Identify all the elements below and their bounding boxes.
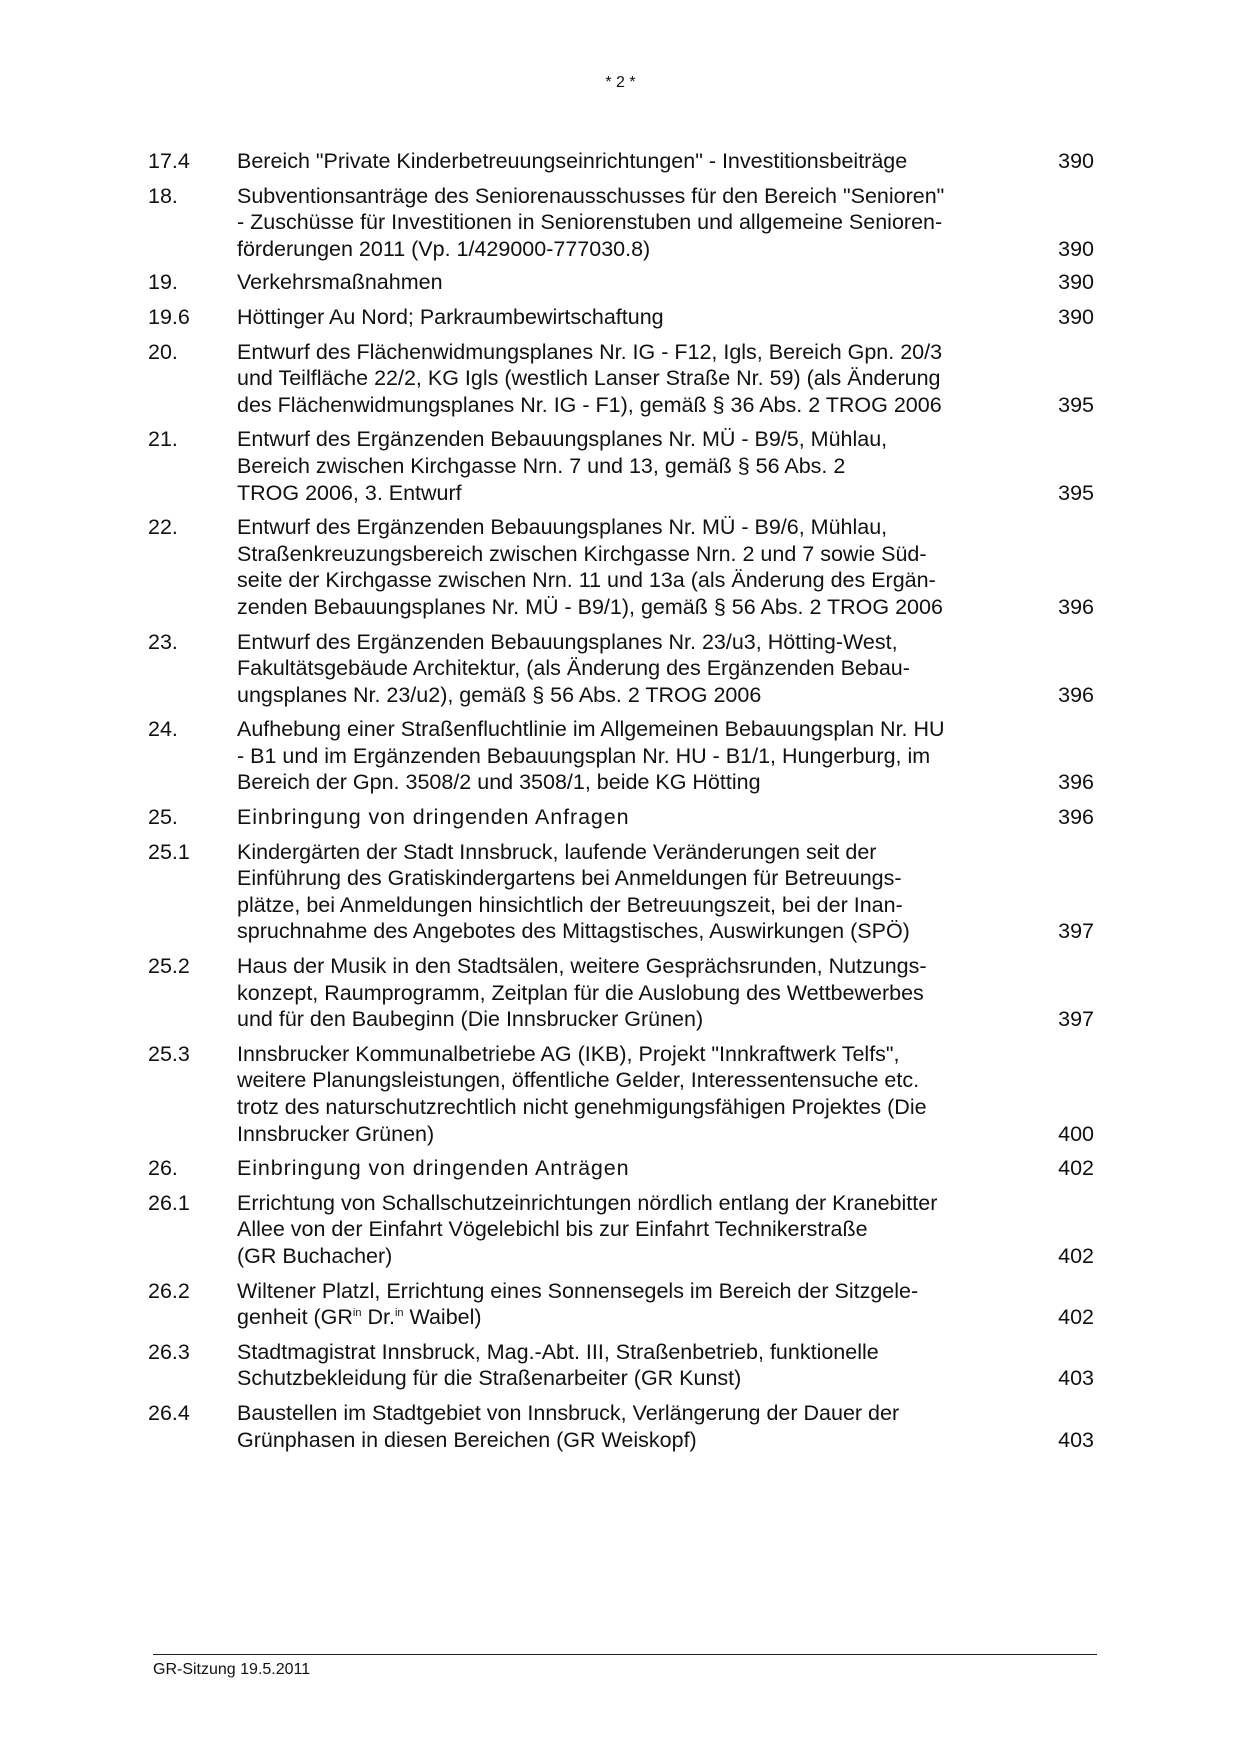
toc-entry-23 (148, 629, 1096, 709)
toc-entry-25 (148, 804, 1096, 831)
toc-entry-17-4 (148, 148, 1096, 175)
entry-number: 26. (148, 1156, 178, 1181)
entry-number: 25.1 (148, 839, 190, 864)
entry-page: 390 (1058, 236, 1094, 261)
entry-title-line: - B1 und im Ergänzenden Bebauungsplan Nr. HU - B1/1, Hungerburg, im (237, 743, 931, 768)
entry-page: 403 (1058, 1427, 1094, 1452)
page-number: * 2 * (605, 74, 636, 91)
entry-number: 19.6 (148, 304, 190, 329)
entry-number: 25.2 (148, 954, 190, 979)
toc-entry-19 (148, 269, 1096, 296)
entry-title-line: - Zuschüsse für Investitionen in Seniorenstuben und allgemeine Senioren- (237, 210, 943, 235)
toc-entry-21 (148, 426, 1096, 506)
toc-entry-26 (148, 1155, 1096, 1182)
toc-entry-26-3 (148, 1339, 1096, 1392)
footer-divider (153, 1654, 1097, 1655)
entry-page: 402 (1058, 1305, 1094, 1330)
toc-entry-24 (148, 716, 1096, 796)
entry-title-line: (GR Buchacher) (237, 1243, 393, 1268)
entry-page: 400 (1058, 1121, 1094, 1146)
entry-title-line: Grünphasen in diesen Bereichen (GR Weiskopf) (237, 1427, 697, 1452)
entry-number: 26.1 (148, 1190, 190, 1215)
entry-title (237, 426, 997, 506)
table-of-contents (148, 148, 1096, 1453)
entry-title-line: Schutzbekleidung für die Straßenarbeiter (GR Kunst) (237, 1366, 742, 1391)
entry-title (237, 1278, 997, 1331)
toc-entry-25-1 (148, 839, 1096, 945)
entry-number: 17.4 (148, 149, 190, 173)
entry-page: 396 (1058, 594, 1094, 619)
entry-title-line: Wiltener Platzl, Errichtung eines Sonnensegels im Bereich der Sitzgele- (237, 1278, 919, 1303)
toc-entry-26-4 (148, 1400, 1096, 1453)
entry-number: 24. (148, 717, 178, 742)
entry-page: 397 (1058, 1007, 1094, 1032)
entry-title-line: trotz des naturschutzrechtlich nicht genehmigungsfähigen Projektes (Die (237, 1095, 927, 1119)
entry-title (237, 1400, 997, 1453)
toc-entry-22 (148, 514, 1096, 620)
toc-entry-25-2 (148, 953, 1096, 1033)
entry-title: Bereich "Private Kinderbetreuungseinrichtungen" - Investitionsbeiträge (237, 149, 908, 173)
entry-title (237, 1041, 997, 1147)
entry-title (237, 839, 997, 945)
title-fragment: Waibel) (403, 1305, 482, 1330)
entry-number: 23. (148, 629, 178, 654)
entry-title (237, 716, 997, 796)
entry-title-line: Aufhebung einer Straßenfluchtlinie im Allgemeinen Bebauungsplan Nr. HU (237, 717, 945, 742)
entry-title (237, 1339, 997, 1392)
title-fragment: Dr. (361, 1305, 395, 1330)
entry-page: 402 (1058, 1243, 1094, 1268)
entry-title-line: Entwurf des Ergänzenden Bebauungsplanes Nr. 23/u3, Hötting-West, (237, 629, 898, 654)
title-fragment: genheit (GR (237, 1305, 353, 1330)
entry-title: Einbringung von dringenden Anträgen (237, 1156, 630, 1181)
entry-title-line: Entwurf des Flächenwidmungsplanes Nr. IG - F12, Igls, Bereich Gpn. 20/3 (237, 339, 943, 364)
entry-title-line: TROG 2006, 3. Entwurf (237, 480, 462, 505)
entry-number: 26.4 (148, 1400, 190, 1425)
entry-title (237, 1190, 997, 1270)
entry-title-line (237, 1304, 997, 1331)
entry-number: 25.3 (148, 1041, 190, 1066)
entry-page: 397 (1058, 919, 1094, 944)
entry-page: 396 (1058, 682, 1094, 707)
entry-title-line: ungsplanes Nr. 23/u2), gemäß § 56 Abs. 2 TROG 2006 (237, 682, 762, 707)
entry-page: 402 (1058, 1156, 1094, 1181)
entry-page: 390 (1058, 149, 1094, 173)
entry-title: Höttinger Au Nord; Parkraumbewirtschaftung (237, 304, 664, 329)
entry-title-line: Entwurf des Ergänzenden Bebauungsplanes Nr. MÜ - B9/5, Mühlau, (237, 427, 888, 452)
entry-title-line: konzept, Raumprogramm, Zeitplan für die Auslobung des Wettbewerbes (237, 980, 924, 1005)
toc-entry-18 (148, 183, 1096, 263)
entry-number: 21. (148, 427, 178, 452)
entry-title-line: weitere Planungsleistungen, öffentliche Gelder, Interessentensuche etc. (237, 1068, 920, 1093)
entry-title-line: Bereich zwischen Kirchgasse Nrn. 7 und 13, gemäß § 56 Abs. 2 (237, 453, 846, 478)
entry-number: 18. (148, 183, 178, 208)
entry-title-line: Baustellen im Stadtgebiet von Innsbruck, Verlängerung der Dauer der (237, 1400, 900, 1425)
entry-title-line: Subventionsanträge des Seniorenausschusses für den Bereich "Senioren" (237, 183, 945, 208)
entry-title-line: Haus der Musik in den Stadtsälen, weitere Gesprächsrunden, Nutzungs- (237, 954, 927, 979)
toc-entry-19-6 (148, 304, 1096, 331)
entry-page: 390 (1058, 304, 1094, 329)
entry-title-line: plätze, bei Anmeldungen hinsichtlich der Betreuungszeit, bei der Inan- (237, 892, 903, 917)
entry-title (237, 183, 997, 263)
entry-number: 19. (148, 270, 178, 295)
entry-title: Einbringung von dringenden Anfragen (237, 805, 630, 830)
toc-entry-26-2 (148, 1278, 1096, 1331)
entry-title-line: und Teilfläche 22/2, KG Igls (westlich Lanser Straße Nr. 59) (als Änderung (237, 366, 941, 391)
toc-entry-25-3 (148, 1041, 1096, 1147)
entry-title-line: Bereich der Gpn. 3508/2 und 3508/1, beide KG Hötting (237, 770, 761, 795)
entry-title (237, 339, 997, 419)
entry-number: 25. (148, 805, 178, 830)
toc-entry-26-1 (148, 1190, 1096, 1270)
entry-title-line: Einführung des Gratiskindergartens bei Anmeldungen für Betreuungs- (237, 866, 902, 891)
entry-title-line: Innsbrucker Grünen) (237, 1121, 435, 1146)
entry-title-line: Fakultätsgebäude Architektur, (als Änderung des Ergänzenden Bebau- (237, 656, 910, 681)
entry-number: 26.3 (148, 1339, 190, 1364)
entry-title-line: und für den Baubeginn (Die Innsbrucker Grünen) (237, 1007, 704, 1032)
entry-number: 22. (148, 515, 178, 540)
entry-title-line: Stadtmagistrat Innsbruck, Mag.-Abt. III, Straßenbetrieb, funktionelle (237, 1339, 879, 1364)
entry-title-line: Errichtung von Schallschutzeinrichtungen nördlich entlang der Kranebitter (237, 1190, 938, 1215)
entry-number: 26.2 (148, 1278, 190, 1303)
superscript: in (352, 1307, 362, 1319)
entry-title (237, 629, 997, 709)
entry-title-line: Straßenkreuzungsbereich zwischen Kirchgasse Nrn. 2 und 7 sowie Süd- (237, 541, 927, 566)
entry-title-line: förderungen 2011 (Vp. 1/429000-777030.8) (237, 236, 651, 261)
entry-title-line: Allee von der Einfahrt Vögelebichl bis zur Einfahrt Technikerstraße (237, 1217, 868, 1242)
entry-title (237, 953, 997, 1033)
entry-title-line: seite der Kirchgasse zwischen Nrn. 11 und 13a (als Änderung des Ergän- (237, 568, 936, 593)
entry-page: 395 (1058, 392, 1094, 417)
entry-title: Verkehrsmaßnahmen (237, 270, 443, 295)
entry-number: 20. (148, 339, 178, 364)
entry-page: 395 (1058, 480, 1094, 505)
entry-page: 396 (1058, 805, 1094, 830)
entry-title-line: zenden Bebauungsplanes Nr. MÜ - B9/1), gemäß § 56 Abs. 2 TROG 2006 (237, 594, 943, 619)
entry-title-line: des Flächenwidmungsplanes Nr. IG - F1), gemäß § 36 Abs. 2 TROG 2006 (237, 392, 942, 417)
superscript: in (394, 1307, 404, 1319)
entry-title (237, 514, 997, 620)
entry-title-line: Innsbrucker Kommunalbetriebe AG (IKB), Projekt "Innkraftwerk Telfs", (237, 1041, 900, 1066)
entry-title-line: Kindergärten der Stadt Innsbruck, laufende Veränderungen seit der (237, 839, 877, 864)
entry-page: 390 (1058, 270, 1094, 295)
entry-page: 396 (1058, 770, 1094, 795)
entry-title-line: Entwurf des Ergänzenden Bebauungsplanes Nr. MÜ - B9/6, Mühlau, (237, 515, 888, 540)
entry-title-line: spruchnahme des Angebotes des Mittagstisches, Auswirkungen (SPÖ) (237, 919, 910, 944)
toc-entry-20 (148, 339, 1096, 419)
entry-page: 403 (1058, 1366, 1094, 1391)
footer-text: GR-Sitzung 19.5.2011 (153, 1661, 311, 1678)
